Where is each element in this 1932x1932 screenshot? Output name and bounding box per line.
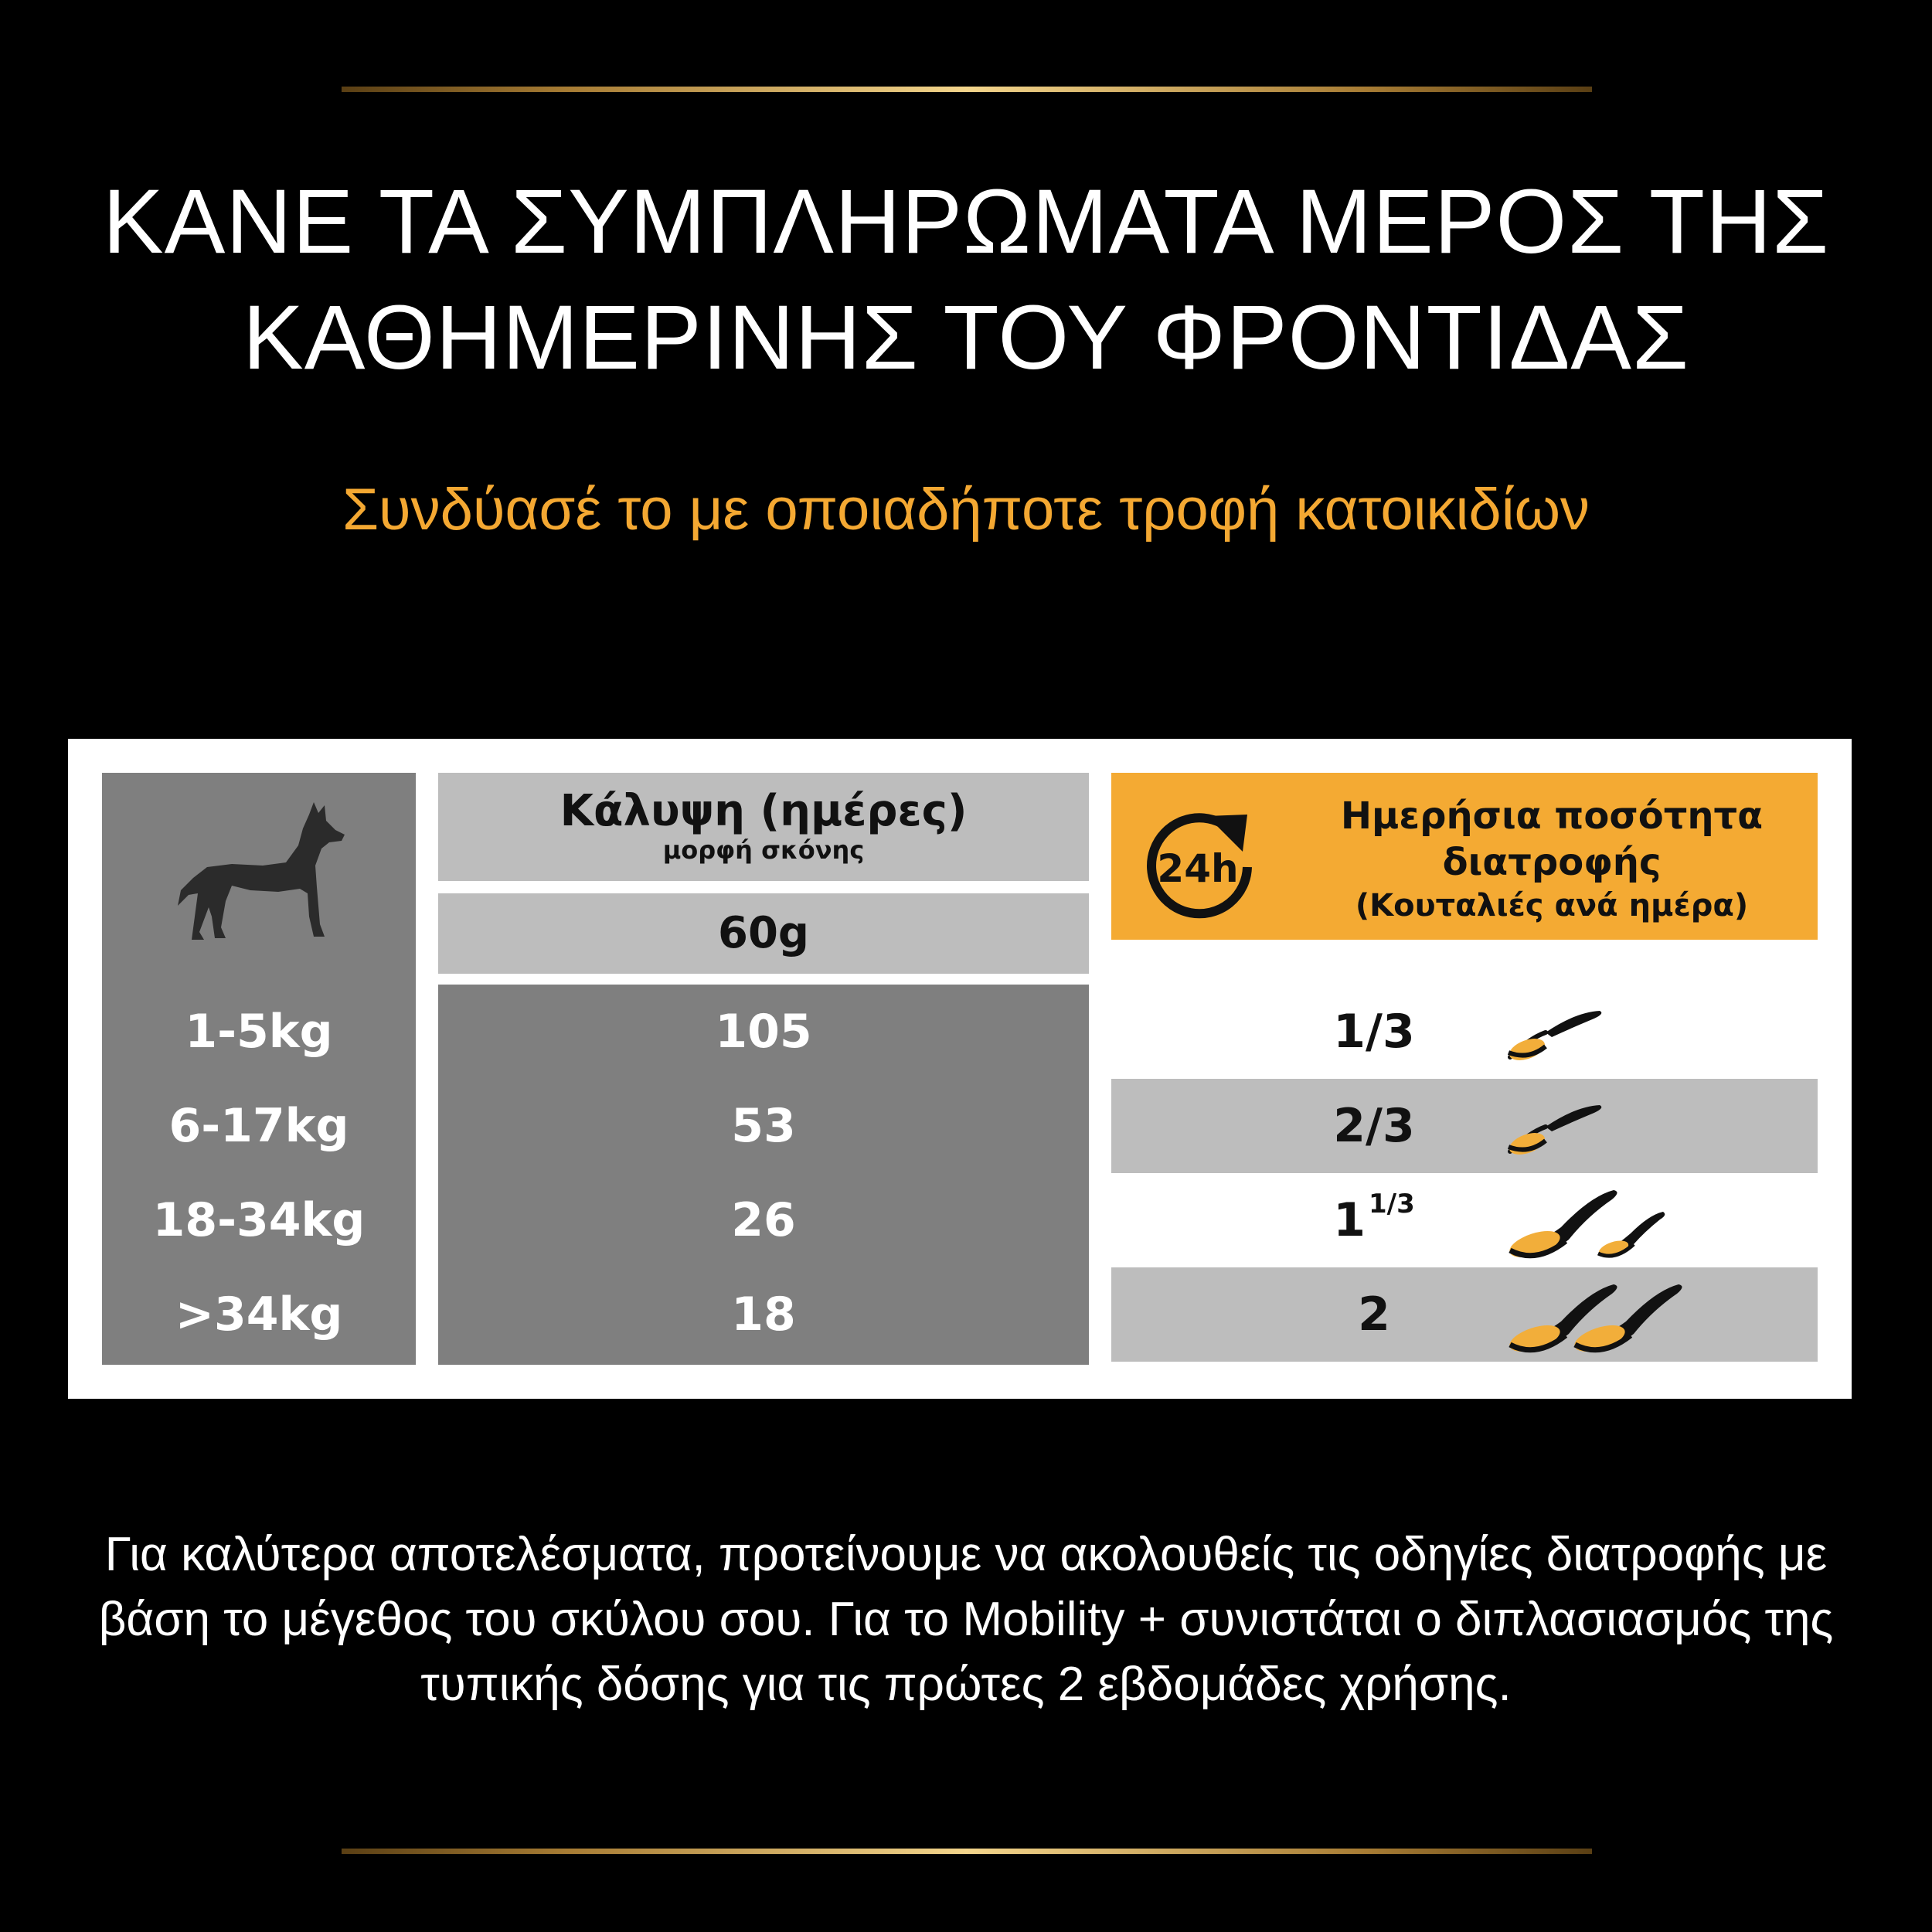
- daily-dose-header: [1111, 773, 1818, 940]
- dose-row: [1111, 1173, 1818, 1267]
- coverage-title: Κάλυψη (ημέρες): [560, 786, 968, 836]
- headline: [0, 164, 1932, 396]
- headline-line-2: ΚΑΘΗΜΕΡΙΝΗΣ ΤΟΥ ΦΡΟΝΤΙΔΑΣ: [243, 287, 1689, 389]
- dose-title-line-2: διατροφής: [1442, 841, 1662, 884]
- dose-title-line-3: (Κουταλιές ανά ημέρα): [1355, 888, 1749, 923]
- coverage-cell: 18: [731, 1287, 796, 1342]
- weight-cell: 18-34kg: [152, 1193, 366, 1247]
- dose-row: [1111, 985, 1818, 1079]
- coverage-cell: 53: [731, 1099, 796, 1153]
- dose-title-line-1: Ημερήσια ποσότητα: [1340, 794, 1764, 838]
- subheadline: Συνδύασέ το με οποιαδήποτε τροφή κατοικιδίων: [342, 477, 1590, 543]
- dose-fraction: 1/3: [1369, 1189, 1415, 1219]
- coverage-header: [438, 773, 1089, 881]
- feeding-footnote: Για καλύτερα αποτελέσματα, προτείνουμε να ακολουθείς τις οδηγίες διατροφής με βάση το μέγεθος του σκύλου σου. Για το Mobility + συνιστάται ο διπλασιασμός της τυπικής δόσης για τις πρώτες 2 εβδομάδες χρήσης.: [98, 1528, 1834, 1711]
- two-large-spoons-icon: [1498, 1267, 1699, 1362]
- dose-row: [1111, 1079, 1818, 1173]
- daily-dose-title: [1304, 793, 1799, 926]
- coverage-cell: 105: [715, 1005, 812, 1059]
- small-spoon-icon: [1498, 1079, 1699, 1173]
- weight-cell: 1-5kg: [185, 1005, 333, 1059]
- dose-row: [1111, 1267, 1818, 1362]
- small-spoon-icon: [1498, 985, 1699, 1079]
- 24h-clock-icon: [1131, 807, 1267, 923]
- weight-cell: >34kg: [175, 1287, 343, 1342]
- dose-value: 1/3: [1333, 1005, 1415, 1059]
- dose-whole: 1: [1333, 1193, 1366, 1247]
- dose-value: 2/3: [1333, 1099, 1415, 1153]
- bottom-gold-divider: [342, 1849, 1592, 1854]
- coverage-subtitle: μορφή σκόνης: [662, 835, 865, 865]
- dog-icon: [170, 801, 348, 947]
- dose-value: [1304, 1173, 1444, 1267]
- feeding-table: [68, 739, 1852, 1399]
- large-and-small-spoon-icon: [1498, 1173, 1699, 1267]
- pack-size: 60g: [438, 893, 1089, 974]
- 24h-label: 24h: [1157, 846, 1239, 891]
- top-gold-divider: [342, 87, 1592, 92]
- headline-line-1: ΚΑΝΕ ΤΑ ΣΥΜΠΛΗΡΩΜΑΤΑ ΜΕΡΟΣ ΤΗΣ: [102, 171, 1830, 273]
- dose-value: 2: [1358, 1287, 1390, 1342]
- coverage-cell: 26: [731, 1193, 796, 1247]
- weight-cell: 6-17kg: [168, 1099, 349, 1153]
